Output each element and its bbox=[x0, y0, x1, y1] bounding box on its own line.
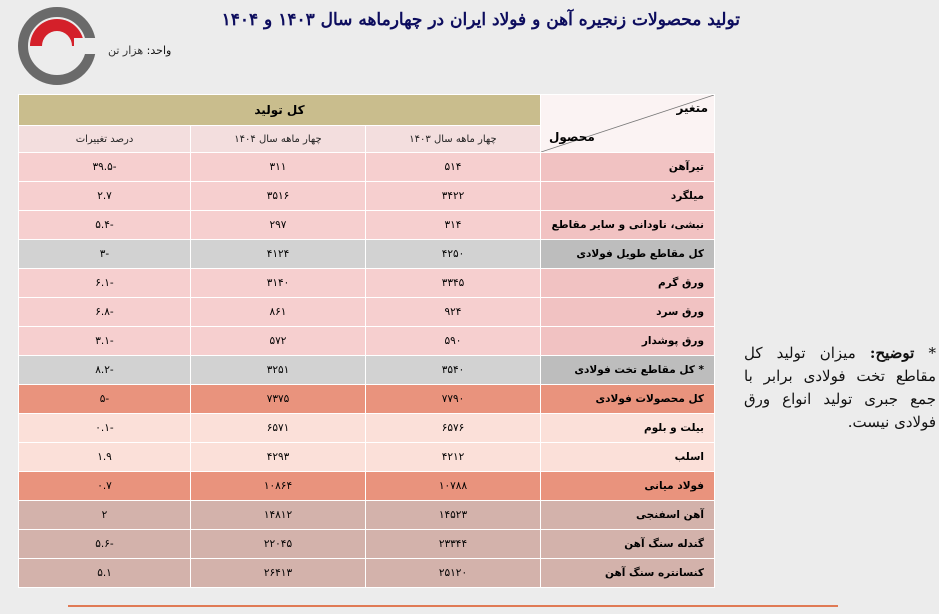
product-name-cell: اسلب bbox=[541, 443, 715, 472]
table-row bbox=[19, 327, 715, 356]
value-1404-cell: ۲۹۷ bbox=[191, 211, 366, 240]
product-name-cell: فولاد میانی bbox=[541, 472, 715, 501]
unit-label bbox=[108, 44, 171, 57]
total-production-header: کل تولید bbox=[19, 95, 541, 126]
value-1403-cell: ۱۰۷۸۸ bbox=[366, 472, 541, 501]
change-percent-cell: -۶.۱ bbox=[19, 269, 191, 298]
table-row bbox=[19, 414, 715, 443]
value-1403-cell: ۳۳۴۵ bbox=[366, 269, 541, 298]
product-name-cell: * کل مقاطع تخت فولادی bbox=[541, 356, 715, 385]
change-percent-cell: ۱.۹ bbox=[19, 443, 191, 472]
product-name-cell: کل مقاطع طویل فولادی bbox=[541, 240, 715, 269]
value-1403-cell: ۱۴۵۲۳ bbox=[366, 501, 541, 530]
change-percent-cell: -۶.۸ bbox=[19, 298, 191, 327]
table-row bbox=[19, 182, 715, 211]
change-percent-cell: -۰.۱ bbox=[19, 414, 191, 443]
value-1404-cell: ۶۵۷۱ bbox=[191, 414, 366, 443]
footnote-label: توضیح: bbox=[869, 344, 915, 362]
change-percent-cell: -۳ bbox=[19, 240, 191, 269]
variable-label: متغیر bbox=[676, 101, 708, 115]
value-1404-cell: ۲۲۰۴۵ bbox=[191, 530, 366, 559]
value-1404-cell: ۴۲۹۳ bbox=[191, 443, 366, 472]
change-percent-cell: -۵.۶ bbox=[19, 530, 191, 559]
footnote-marker: * bbox=[928, 344, 936, 362]
product-name-cell: گندله سنگ آهن bbox=[541, 530, 715, 559]
footer-divider bbox=[68, 605, 838, 607]
value-1404-cell: ۱۴۸۱۲ bbox=[191, 501, 366, 530]
product-name-cell: بیلت و بلوم bbox=[541, 414, 715, 443]
column-header-1403: چهار ماهه سال ۱۴۰۳ bbox=[366, 126, 541, 153]
product-name-cell: تیرآهن bbox=[541, 153, 715, 182]
table-row bbox=[19, 298, 715, 327]
change-percent-cell: ۰.۷ bbox=[19, 472, 191, 501]
table-row bbox=[19, 356, 715, 385]
unit-key: واحد: bbox=[146, 44, 172, 57]
table-row bbox=[19, 385, 715, 414]
product-name-cell: کنسانتره سنگ آهن bbox=[541, 559, 715, 588]
change-percent-cell: -۳.۱ bbox=[19, 327, 191, 356]
table-row bbox=[19, 269, 715, 298]
footnote-text: میزان تولید کل مقاطع تخت فولادی برابر با جمع جبری تولید انواع ورق فولادی نیست. bbox=[744, 344, 936, 431]
table-row bbox=[19, 443, 715, 472]
value-1404-cell: ۵۷۲ bbox=[191, 327, 366, 356]
company-logo bbox=[14, 6, 100, 86]
change-percent-cell: -۵ bbox=[19, 385, 191, 414]
product-name-cell: آهن اسفنجی bbox=[541, 501, 715, 530]
page-title: تولید محصولات زنجیره آهن و فولاد ایران در چهارماهه سال ۱۴۰۳ و ۱۴۰۴ bbox=[221, 10, 740, 30]
value-1403-cell: ۴۲۱۲ bbox=[366, 443, 541, 472]
value-1404-cell: ۳۲۵۱ bbox=[191, 356, 366, 385]
value-1404-cell: ۱۰۸۶۴ bbox=[191, 472, 366, 501]
value-1403-cell: ۹۲۴ bbox=[366, 298, 541, 327]
column-header-change: درصد تغییرات bbox=[19, 126, 191, 153]
production-table bbox=[18, 94, 715, 588]
change-percent-cell: -۵.۴ bbox=[19, 211, 191, 240]
footnote bbox=[744, 342, 936, 434]
value-1403-cell: ۵۱۴ bbox=[366, 153, 541, 182]
value-1404-cell: ۴۱۲۴ bbox=[191, 240, 366, 269]
table-row bbox=[19, 153, 715, 182]
table-row bbox=[19, 559, 715, 588]
table-row bbox=[19, 530, 715, 559]
column-header-1404: چهار ماهه سال ۱۴۰۴ bbox=[191, 126, 366, 153]
change-percent-cell: ۲ bbox=[19, 501, 191, 530]
table-corner-header bbox=[541, 95, 715, 153]
product-name-cell: ورق گرم bbox=[541, 269, 715, 298]
change-percent-cell: ۵.۱ bbox=[19, 559, 191, 588]
value-1404-cell: ۳۱۴۰ bbox=[191, 269, 366, 298]
change-percent-cell: -۸.۲ bbox=[19, 356, 191, 385]
value-1403-cell: ۴۲۵۰ bbox=[366, 240, 541, 269]
value-1403-cell: ۲۳۳۴۴ bbox=[366, 530, 541, 559]
value-1403-cell: ۷۷۹۰ bbox=[366, 385, 541, 414]
table-row bbox=[19, 211, 715, 240]
table-row bbox=[19, 472, 715, 501]
change-percent-cell: ۲.۷ bbox=[19, 182, 191, 211]
change-percent-cell: -۳۹.۵ bbox=[19, 153, 191, 182]
value-1404-cell: ۲۶۴۱۳ bbox=[191, 559, 366, 588]
value-1404-cell: ۷۳۷۵ bbox=[191, 385, 366, 414]
value-1404-cell: ۸۶۱ bbox=[191, 298, 366, 327]
value-1403-cell: ۶۵۷۶ bbox=[366, 414, 541, 443]
product-name-cell: کل محصولات فولادی bbox=[541, 385, 715, 414]
value-1403-cell: ۵۹۰ bbox=[366, 327, 541, 356]
product-name-cell: نبشی، ناودانی و سایر مقاطع bbox=[541, 211, 715, 240]
table-row bbox=[19, 501, 715, 530]
product-label: محصول bbox=[549, 130, 595, 144]
product-name-cell: ورق پوشدار bbox=[541, 327, 715, 356]
value-1404-cell: ۳۵۱۶ bbox=[191, 182, 366, 211]
value-1403-cell: ۳۱۴ bbox=[366, 211, 541, 240]
product-name-cell: ورق سرد bbox=[541, 298, 715, 327]
value-1403-cell: ۳۴۲۲ bbox=[366, 182, 541, 211]
unit-value: هزار تن bbox=[108, 44, 144, 57]
value-1404-cell: ۳۱۱ bbox=[191, 153, 366, 182]
value-1403-cell: ۲۵۱۲۰ bbox=[366, 559, 541, 588]
product-name-cell: میلگرد bbox=[541, 182, 715, 211]
table-row bbox=[19, 240, 715, 269]
value-1403-cell: ۳۵۴۰ bbox=[366, 356, 541, 385]
